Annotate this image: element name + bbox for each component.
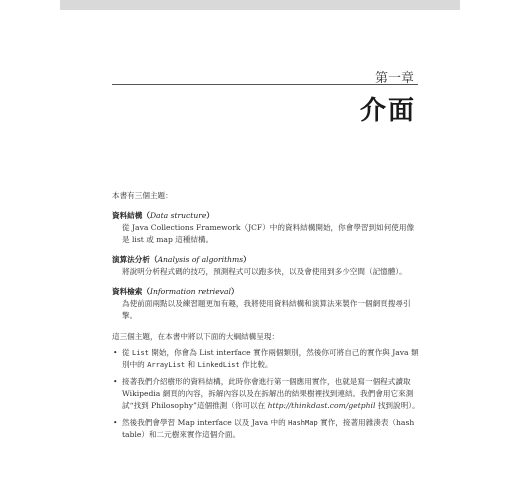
topic-title-zh: 資料檢索	[112, 287, 143, 296]
url-link[interactable]: http://thinkdast.com/getphil	[267, 401, 376, 410]
text: 找到說明）。	[375, 401, 420, 410]
chapter-body	[112, 190, 420, 446]
chapter-rule	[112, 84, 418, 85]
topic-title-en: Analysis of algorithms	[157, 255, 244, 264]
code-list: List	[132, 349, 149, 357]
text: 作比較。	[239, 360, 273, 369]
outline-item-trees	[112, 376, 420, 412]
topic-desc: 為使前面兩點以及練習題更加有趣，我將使用資料結構和演算法來製作一個網頁搜尋引擎。	[122, 299, 411, 320]
outline-list	[112, 347, 420, 441]
topic-title-en: Information retrieval	[149, 287, 231, 296]
outline-item-list	[112, 347, 420, 371]
topic-title-zh: 演算法分析	[112, 255, 150, 264]
intro-text: 本書有三個主題：	[112, 191, 173, 200]
top-gray-bar	[60, 0, 460, 10]
text: 開始，你會為 List interface 實作兩個類別，然後你可將自己的實作與 Java 類別中的	[122, 348, 419, 369]
code-arraylist: ArrayList	[147, 361, 186, 369]
topic-data-structure	[112, 210, 420, 246]
outline-item-map	[112, 417, 420, 441]
topic-title: 資料結構（Data structure）	[112, 211, 214, 220]
text: 實作，接著用雜湊表（hash table）和二元樹來實作這個介面。	[122, 418, 415, 439]
topic-title-en: Data structure	[149, 211, 207, 220]
text: 然後我們會學習 Map interface 以及 Java 中的	[122, 418, 289, 427]
code-linkedlist: LinkedList	[197, 361, 240, 369]
outline-intro: 這三個主題，在本書中將以下面的大綱結構呈現：	[112, 332, 280, 341]
bullet: •	[113, 418, 118, 427]
topic-information-retrieval	[112, 286, 420, 322]
topic-analysis-of-algorithms	[112, 254, 420, 278]
topic-title-zh: 資料結構	[112, 211, 143, 220]
chapter-label: 第一章	[374, 71, 414, 86]
chapter-title: 介面	[359, 96, 416, 126]
text: 接著我們介紹樹形的資料結構，此時你會進行第一個應用實作，也就是寫一個程式讀取 Wikipedia 網頁的內容，拆解內容以及在拆解出的結果樹裡找到連結。我們會用它來測試“找到 Philosophy”這個推測（你可以在	[122, 377, 414, 410]
code-hashmap: HashMap	[288, 419, 318, 427]
text: 從	[122, 348, 133, 357]
topic-title: 演算法分析（Analysis of algorithms）	[112, 255, 251, 264]
topic-desc: 將說明分析程式碼的技巧，預測程式可以跑多快，以及會使用到多少空間（記憶體）。	[122, 267, 407, 276]
bullet: •	[113, 377, 118, 386]
topic-desc: 從 Java Collections Framework（JCF）中的資料結構開始，你會學習到如何使用像是 list 或 map 這種結構。	[122, 223, 415, 244]
text: 和	[185, 360, 198, 369]
topic-title: 資料檢索（Information retrieval）	[112, 287, 239, 296]
bullet: •	[113, 348, 118, 357]
